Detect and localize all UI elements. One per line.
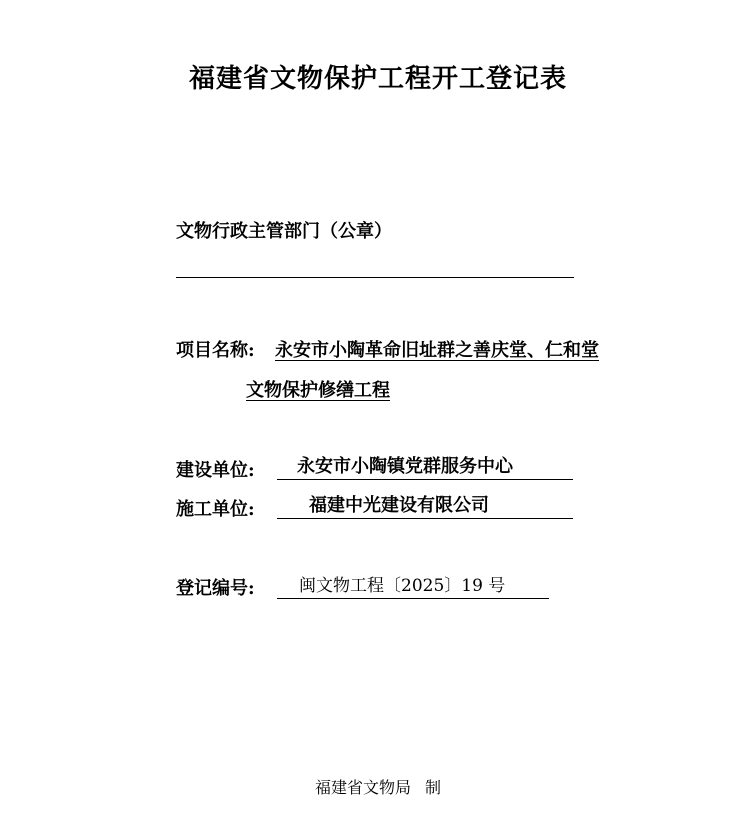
footer-issuer [0, 775, 756, 798]
page-title: 福建省文物保护工程开工登记表 [188, 64, 567, 94]
builder-value: 永安市小陶镇党群服务中心 [277, 452, 573, 480]
project-name-label: 项目名称: [176, 340, 255, 361]
footer-issuer-suffix: 制 [425, 778, 442, 797]
contractor-label: 施工单位: [176, 499, 255, 520]
seal-label: 文物行政主管部门（公章） [176, 221, 392, 242]
contractor-value: 福建中光建设有限公司 [277, 491, 573, 519]
project-name-value-line1: 永安市小陶革命旧址群之善庆堂、仁和堂 [275, 340, 599, 361]
registration-number-value: 闽文物工程〔2025〕19 号 [277, 571, 549, 599]
footer-issuer-name: 福建省文物局 [314, 778, 411, 797]
seal-signature-line [176, 277, 574, 278]
project-name-value-line2: 文物保护修缮工程 [246, 380, 390, 401]
registration-number-label: 登记编号: [176, 578, 255, 599]
builder-label: 建设单位: [176, 460, 255, 481]
